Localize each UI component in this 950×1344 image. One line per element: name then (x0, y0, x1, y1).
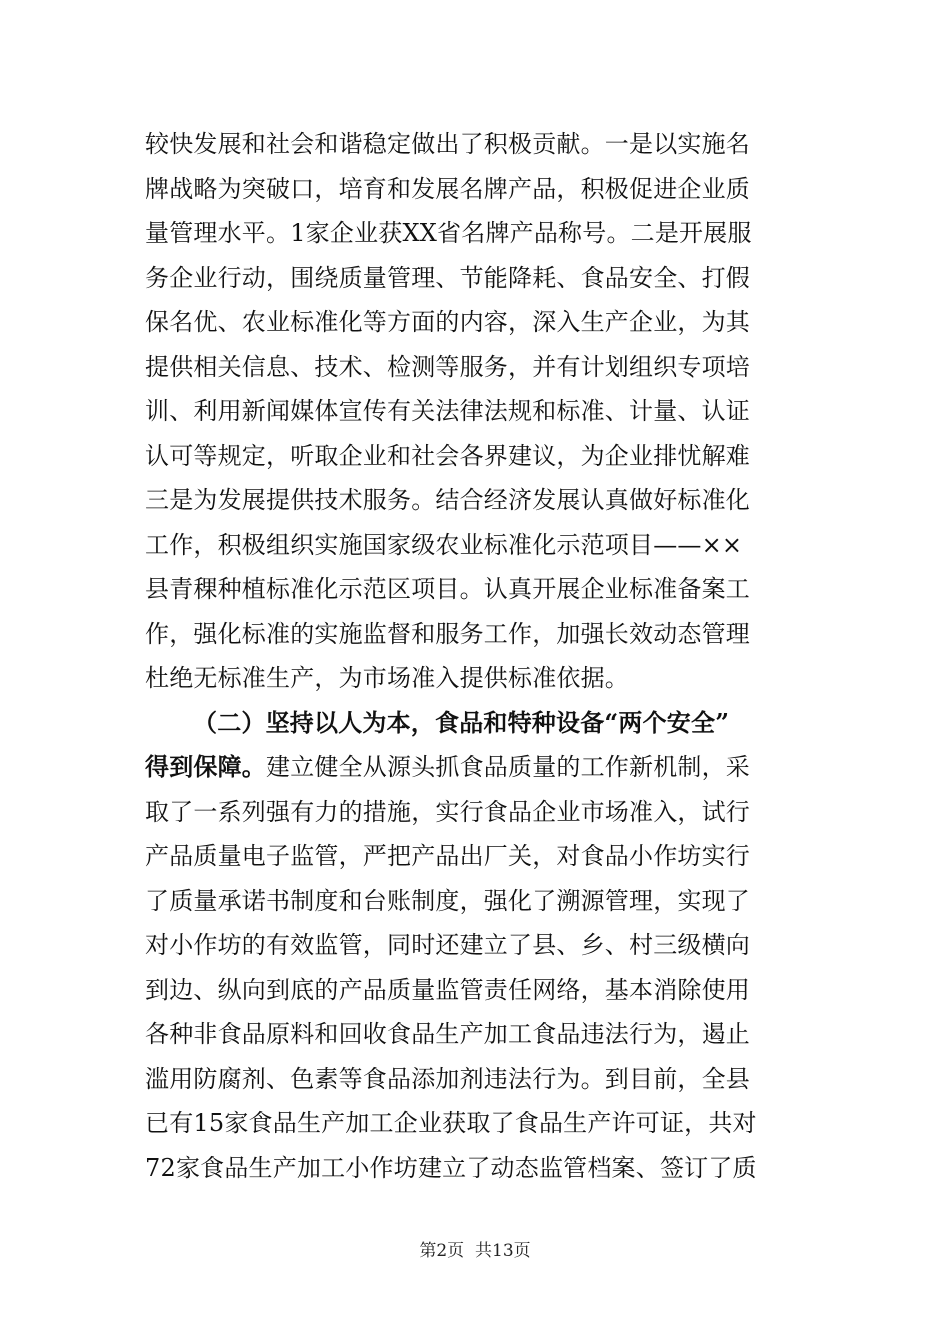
text-line: 取了一系列强有力的措施，实行食品企业市场准入，试行 (145, 797, 750, 826)
text-line: 工作，积极组织实施国家级农业标准化示范项目——×× (145, 530, 743, 559)
text-line: 对小作坊的有效监管，同时还建立了县、乡、村三级横向 (145, 931, 750, 959)
text-line: 保名优、农业标准化等方面的内容，深入生产企业，为其 (145, 308, 750, 336)
section-heading-line (145, 701, 810, 746)
section-heading: 得到保障。 (145, 752, 266, 781)
page-footer (0, 1239, 950, 1263)
text-line: 到边、纵向到底的产品质量监管责任网络，基本消除使用 (145, 975, 750, 1004)
text-line: 牌战略为突破口，培育和发展名牌产品，积极促进企业质 (145, 174, 750, 203)
text-line: 较快发展和社会和谐稳定做出了积极贡献。一是以实施名 (145, 130, 750, 158)
document-body (145, 122, 810, 1190)
text-line: 量管理水平。1家企业获XX省名牌产品称号。二是开展服 (145, 219, 752, 247)
text-line: 训、利用新闻媒体宣传有关法律法规和标准、计量、认证 (145, 397, 750, 425)
text-line: 务企业行动，围绕质量管理、节能降耗、食品安全、打假 (145, 263, 750, 292)
total-page-count: 共13页 (475, 1241, 531, 1261)
current-page-number: 第2页 (419, 1241, 465, 1261)
section-heading: （二）坚持以人为本，食品和特种设备“两个安全” (193, 707, 730, 737)
text-line: 作，强化标准的实施监督和服务工作，加强长效动态管理 (145, 619, 750, 648)
text-line: 杜绝无标准生产，为市场准入提供标准依据。 (145, 664, 629, 692)
text-line: 72家食品生产加工小作坊建立了动态监管档案、签订了质 (145, 1153, 757, 1182)
text-line: 三是为发展提供技术服务。结合经济发展认真做好标准化 (145, 486, 750, 514)
text-line: 产品质量电子监管，严把产品出厂关，对食品小作坊实行 (145, 842, 750, 870)
text-line: 各种非食品原料和回收食品生产加工食品违法行为，遏止 (145, 1020, 750, 1048)
text-line: 提供相关信息、技术、检测等服务，并有计划组织专项培 (145, 352, 750, 381)
text-line: 已有15家食品生产加工企业获取了食品生产许可证，共对 (145, 1109, 757, 1137)
text-line: 认可等规定，听取企业和社会各界建议，为企业排忧解难 (145, 441, 750, 470)
text-line: 县青稞种植标准化示范区项目。认真开展企业标准备案工 (145, 575, 750, 603)
text-line: 了质量承诺书制度和台账制度，强化了溯源管理，实现了 (145, 886, 750, 915)
text-line: 得到保障。建立健全从源头抓食品质量的工作新机制，采 (145, 752, 750, 781)
text-line: 滥用防腐剂、色素等食品添加剂违法行为。到目前，全县 (145, 1064, 750, 1093)
